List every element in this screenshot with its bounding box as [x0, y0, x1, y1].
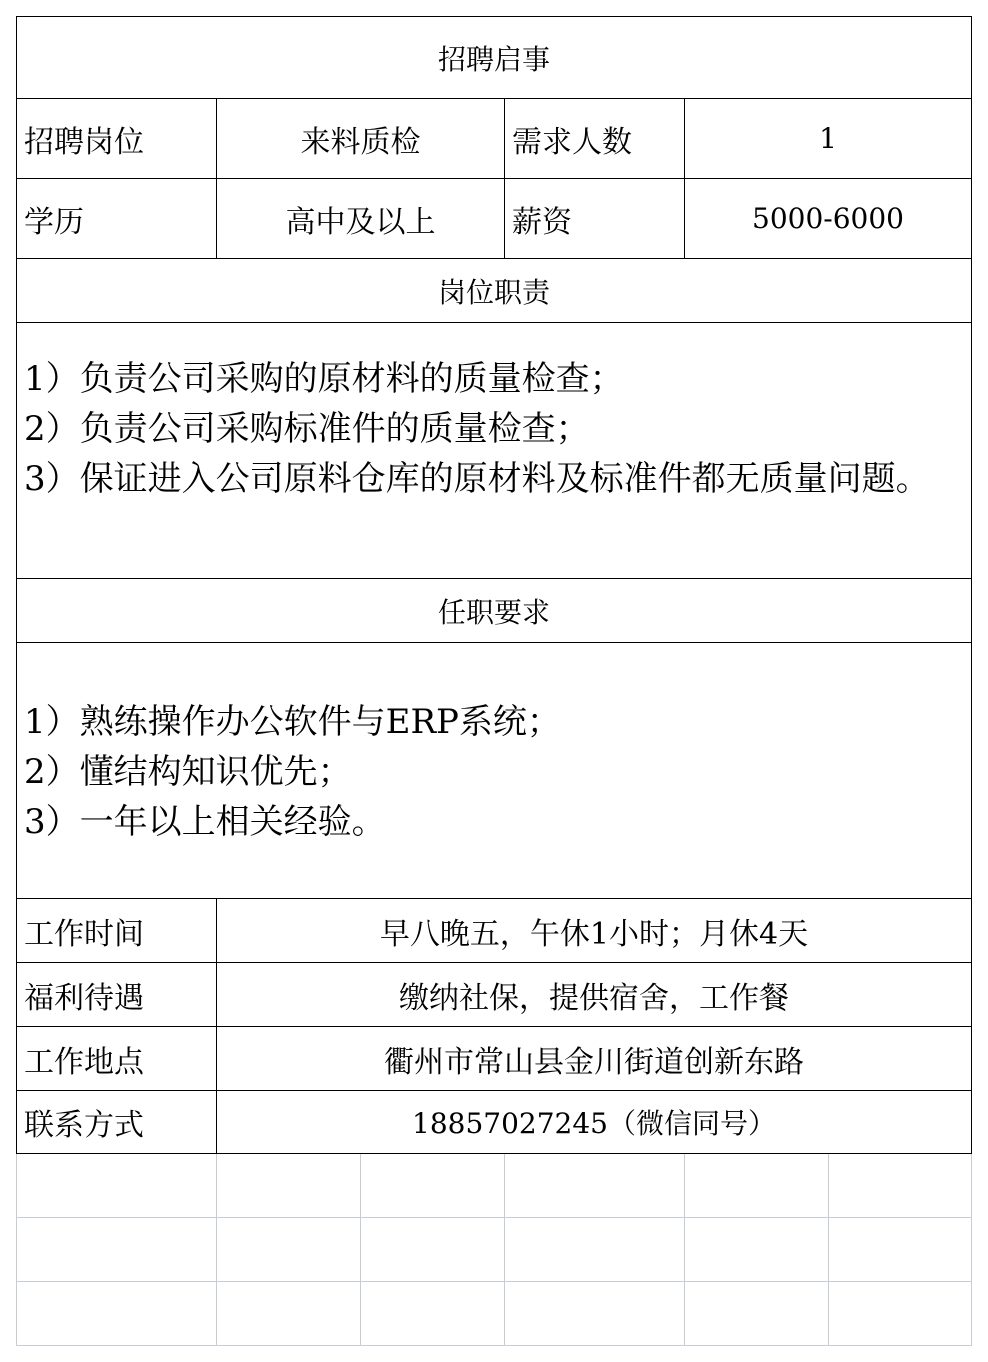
location-label: 工作地点: [16, 1026, 217, 1091]
requirements-heading: 任职要求: [16, 578, 972, 643]
headcount-value: 1: [684, 98, 972, 179]
requirement-item: 3）一年以上相关经验。: [24, 802, 386, 842]
requirements-body: [16, 642, 972, 899]
duties-heading: 岗位职责: [16, 258, 972, 323]
contact-label: 联系方式: [16, 1090, 217, 1154]
position-value: 来料质检: [216, 98, 505, 179]
salary-label: 薪资: [504, 178, 685, 259]
education-value: 高中及以上: [216, 178, 505, 259]
location-value: 衢州市常山县金川街道创新东路: [216, 1026, 972, 1091]
duty-item: 1）负责公司采购的原材料的质量检查；: [24, 359, 624, 399]
page-title: 招聘启事: [16, 16, 972, 99]
requirement-item: 1）熟练操作办公软件与ERP系统；: [24, 702, 561, 742]
headcount-label: 需求人数: [504, 98, 685, 179]
duty-item: 2）负责公司采购标准件的质量检查；: [24, 409, 590, 449]
benefits-label: 福利待遇: [16, 962, 217, 1027]
salary-value: 5000-6000: [684, 178, 972, 259]
requirement-item: 2）懂结构知识优先；: [24, 752, 352, 792]
duties-body: [16, 322, 972, 579]
duty-item: 3）保证进入公司原料仓库的原材料及标准件都无质量问题。: [24, 459, 930, 499]
position-label: 招聘岗位: [16, 98, 217, 179]
work-time-value: 早八晚五，午休1小时；月休4天: [216, 898, 972, 963]
contact-value: 18857027245（微信同号）: [216, 1090, 972, 1154]
benefits-value: 缴纳社保，提供宿舍，工作餐: [216, 962, 972, 1027]
education-label: 学历: [16, 178, 217, 259]
work-time-label: 工作时间: [16, 898, 217, 963]
